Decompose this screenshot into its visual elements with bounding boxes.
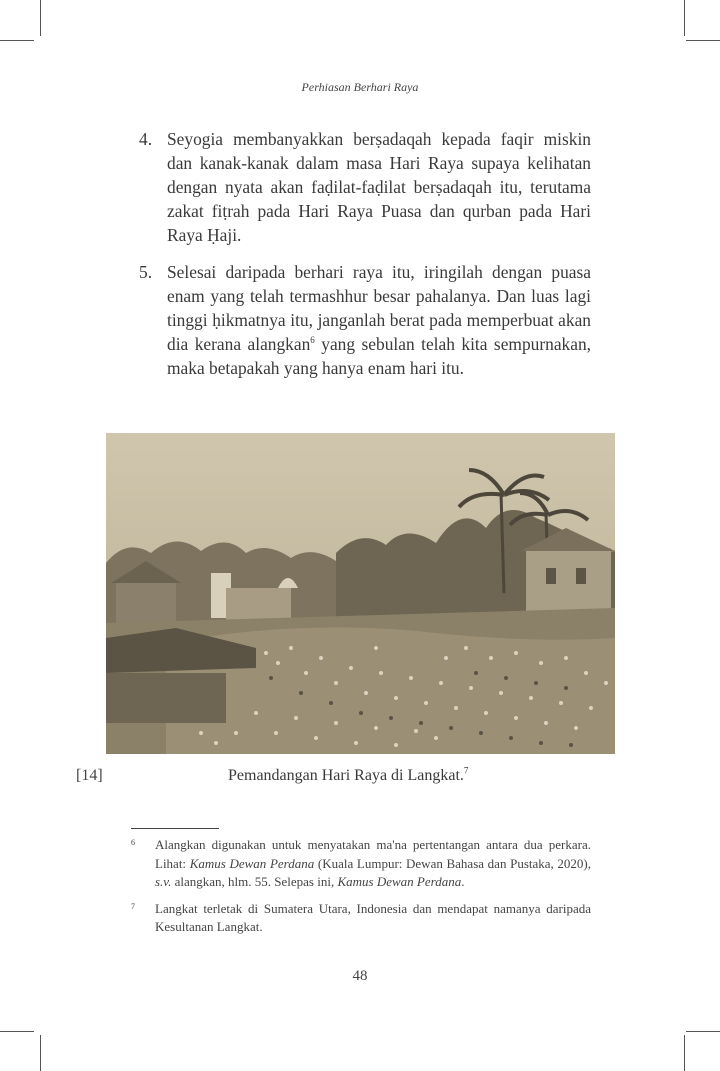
footnote-text: Alangkan digunakan untuk menyatakan ma'na pertentangan antara dua perkara. Lihat:	[155, 837, 591, 871]
footnote	[131, 900, 591, 937]
crop-mark	[40, 1035, 41, 1071]
figure-caption	[228, 767, 468, 785]
crop-mark	[686, 1031, 720, 1032]
list-item-text: Selesai daripada berhari raya itu, iringilah dengan puasa enam yang telah termashhur besar pahalanya. Dan luas lagi tinggi ḥikmatnya itu, janganlah berat pada memperbuat akan dia kerana alangkan	[167, 262, 591, 354]
footnote-text: alangkan, hlm. 55. Selepas ini,	[171, 874, 338, 889]
footnote-separator	[131, 828, 219, 829]
footnote-italic: Kamus Dewan Perdana	[189, 855, 315, 871]
crop-mark	[0, 40, 34, 41]
crop-mark	[684, 1035, 685, 1071]
crowd-scene-illustration	[106, 433, 615, 754]
footnote-reference[interactable]: 7	[463, 765, 469, 776]
footnote	[131, 836, 591, 892]
crop-mark	[686, 40, 720, 41]
list-item-number: 4.	[139, 129, 153, 149]
numbered-list	[139, 127, 591, 393]
footnote-mark: 6	[131, 838, 135, 847]
crop-mark	[0, 1031, 34, 1032]
figure-page-reference: [14]	[76, 767, 103, 784]
list-item	[139, 127, 591, 247]
list-item-text: Seyogia membanyakkan berṣadaqah kepada faqir miskin dan kanak-kanak dalam masa Hari Raya supaya kelihatan dengan nyata akan faḍilat-faḍilat berṣadaqah itu, terutama zakat fiṭrah pada Hari Raya Puasa dan qurban pada Hari Raya Ḥaji.	[167, 129, 591, 245]
footnote-italic: s.v.	[155, 874, 172, 889]
caption-text: Pemandangan Hari Raya di Langkat.	[228, 767, 464, 784]
page-number: 48	[352, 968, 368, 984]
list-item	[139, 260, 591, 380]
crop-mark	[684, 0, 685, 36]
footnote-text: Langkat terletak di Sumatera Utara, Indonesia dan mendapat namanya daripada Kesultanan Langkat.	[155, 900, 591, 934]
footnote-text: .	[461, 874, 465, 889]
historical-photo	[106, 433, 615, 754]
footnote-text: (Kuala Lumpur: Dewan Bahasa dan Pustaka, 2020),	[314, 855, 591, 871]
footnote-mark: 7	[131, 901, 135, 911]
footnote-italic: Kamus Dewan Perdana	[337, 874, 462, 889]
crop-mark	[40, 0, 41, 36]
footnote-reference[interactable]: 6	[310, 335, 315, 346]
list-item-text: yang sebulan telah kita sempurnakan, maka betapakah yang hanya enam hari itu.	[167, 334, 591, 378]
list-item-number: 5.	[139, 262, 153, 282]
running-head: Perhiasan Berhari Raya	[301, 80, 419, 94]
footnotes	[131, 836, 591, 945]
